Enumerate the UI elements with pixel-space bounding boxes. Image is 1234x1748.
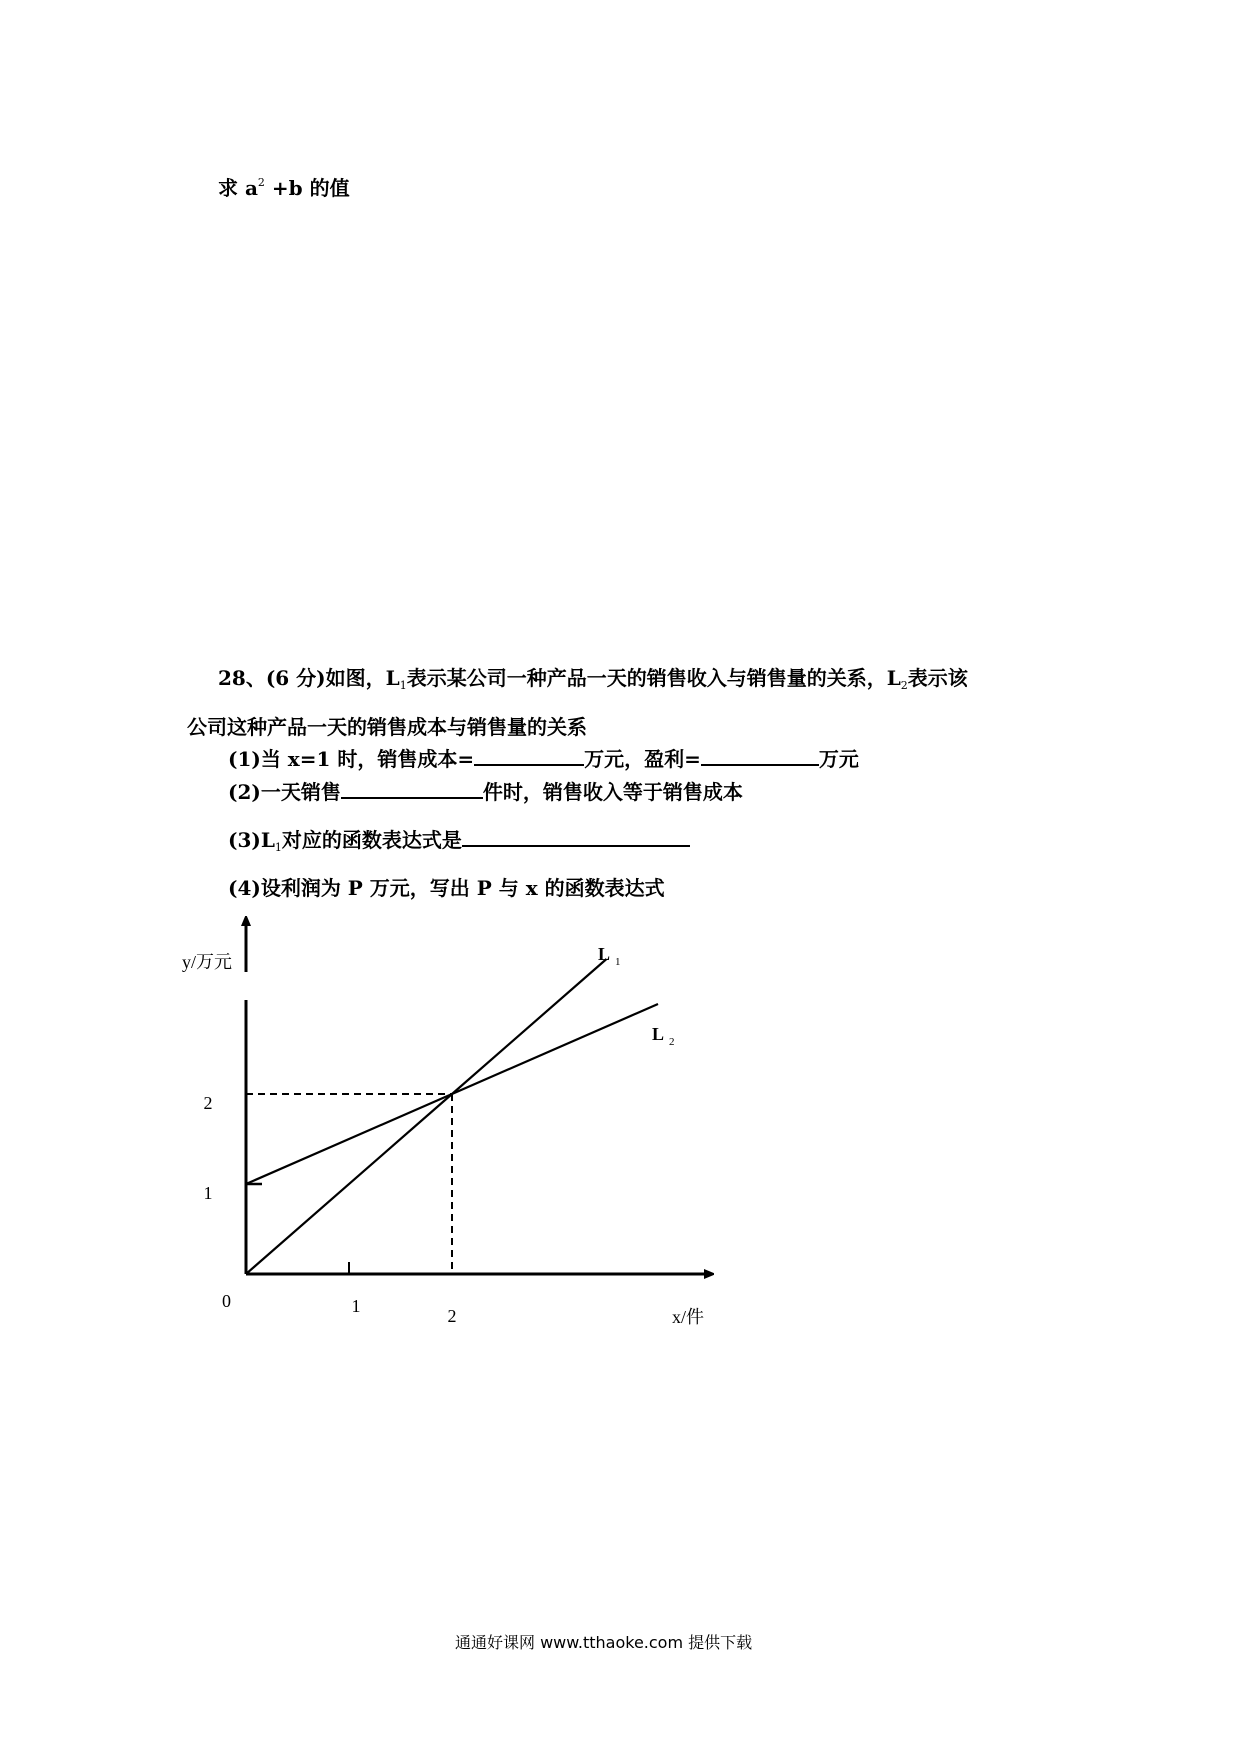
y-tick-label-2: 2: [203, 1093, 213, 1113]
series-label-sub-l1: 1: [615, 956, 621, 968]
prev-question-text: 求 $a^2 +b$ 的值: [218, 176, 350, 200]
answer-blank-function[interactable]: [462, 827, 690, 847]
question-28-part3: $(3)L_1$对应的函数表达式是: [228, 824, 690, 854]
origin-label: 0: [222, 1291, 231, 1311]
answer-blank-profit[interactable]: [701, 746, 819, 766]
question-28-line1: 28、(6 分)如图，$L_1$表示某公司一种产品一天的销售收入与销售量的关系，$L_2$表示该: [218, 666, 968, 692]
x-tick-label-1: 1: [351, 1296, 361, 1316]
answer-blank-quantity[interactable]: [341, 779, 483, 799]
answer-blank-cost[interactable]: [474, 746, 584, 766]
series-line-l2: [246, 1004, 658, 1184]
series-line-l1: [246, 959, 607, 1274]
question-28-part1: (1)当 x=1 时，销售成本= 万元，盈利= 万元: [228, 747, 859, 771]
question-28-part4: (4)设利润为 P 万元，写出 P 与 x 的函数表达式: [228, 876, 665, 900]
series-label-l2: L: [652, 1024, 665, 1044]
y-axis-label: y/万元: [182, 952, 233, 972]
y-tick-label-1: 1: [203, 1183, 213, 1203]
x-axis-label: x/件: [672, 1307, 705, 1327]
x-tick-label-2: 2: [447, 1306, 457, 1326]
footer-text: 通通好课网 www.tthaoke.com 提供下载: [455, 1633, 753, 1652]
series-label-sub-l2: 2: [669, 1036, 675, 1048]
series-label-l1: L: [598, 944, 611, 964]
question-28-part2: (2)一天销售 件时，销售收入等于销售成本: [228, 780, 743, 804]
question-28-line2: 公司这种产品一天的销售成本与销售量的关系: [187, 715, 587, 739]
